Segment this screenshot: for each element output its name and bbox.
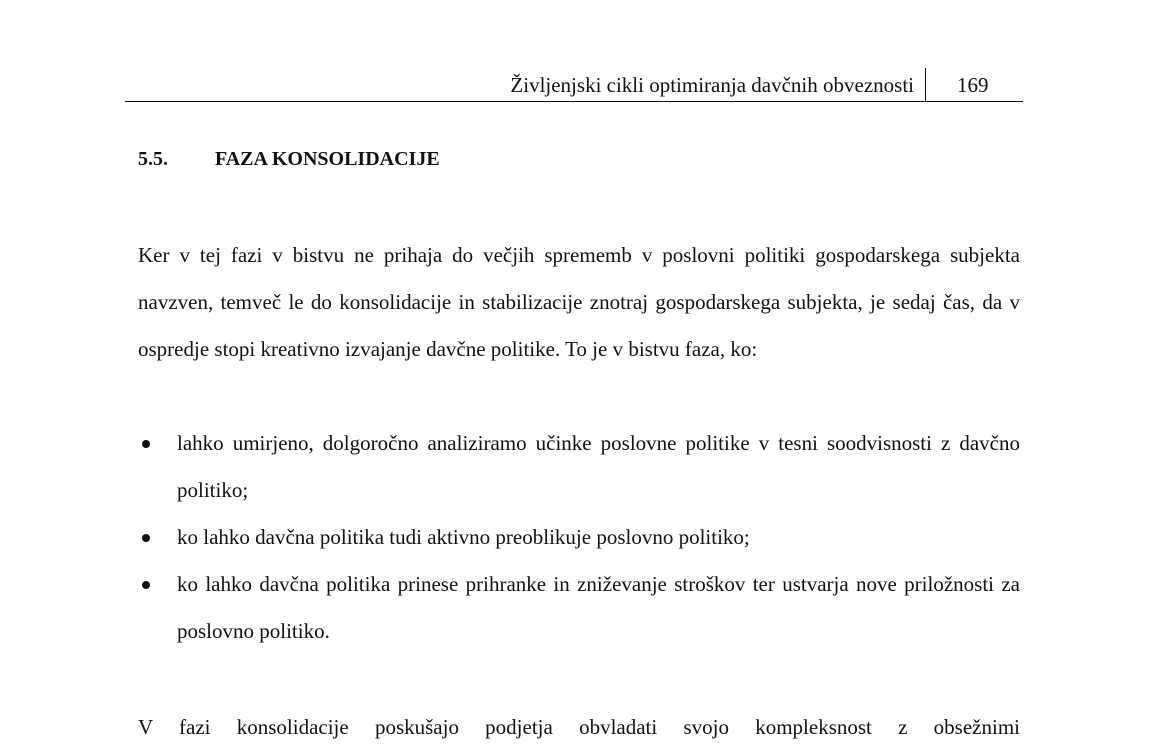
header-title: Življenjski cikli optimiranja davčnih obveznosti <box>510 73 914 97</box>
running-header <box>125 68 1023 102</box>
paragraph-consolidation: V fazi konsolidacije poskušajo podjetja obvladati svojo kompleksnost z obsežnimi <box>138 715 1020 739</box>
paragraph-intro: Ker v tej fazi v bistvu ne prihaja do večjih sprememb v poslovni politiki gospodarskega subjekta navzven, temveč le do konsolidacije in stabilizacije znotraj gospodarskega subjekta, je sedaj čas, da v ospredje stopi kreativno izvajanje davčne politike. To je v bistvu faza, ko: <box>138 243 1020 361</box>
list-item-text: ko lahko davčna politika tudi aktivno preoblikuje poslovno politiko; <box>177 525 750 549</box>
header-separator <box>925 68 926 101</box>
list-item <box>138 420 1020 514</box>
bullet-dot-icon <box>142 534 150 542</box>
list-item-text: lahko umirjeno, dolgoročno analiziramo učinke poslovne politike v tesni soodvisnosti z davčno politiko; <box>177 431 1020 502</box>
page-number: 169 <box>957 73 989 97</box>
list-item-text: ko lahko davčna politika prinese prihranke in zniževanje stroškov ter ustvarja nove priložnosti za poslovno politiko. <box>177 572 1020 643</box>
section-heading <box>138 146 440 172</box>
bullet-dot-icon <box>142 581 150 589</box>
section-number: 5.5. <box>138 148 168 170</box>
bullet-dot-icon <box>142 440 150 448</box>
list-item <box>138 561 1020 655</box>
list-item <box>138 514 1020 561</box>
section-title: FAZA KONSOLIDACIJE <box>215 148 440 170</box>
bullet-list <box>138 420 1020 655</box>
